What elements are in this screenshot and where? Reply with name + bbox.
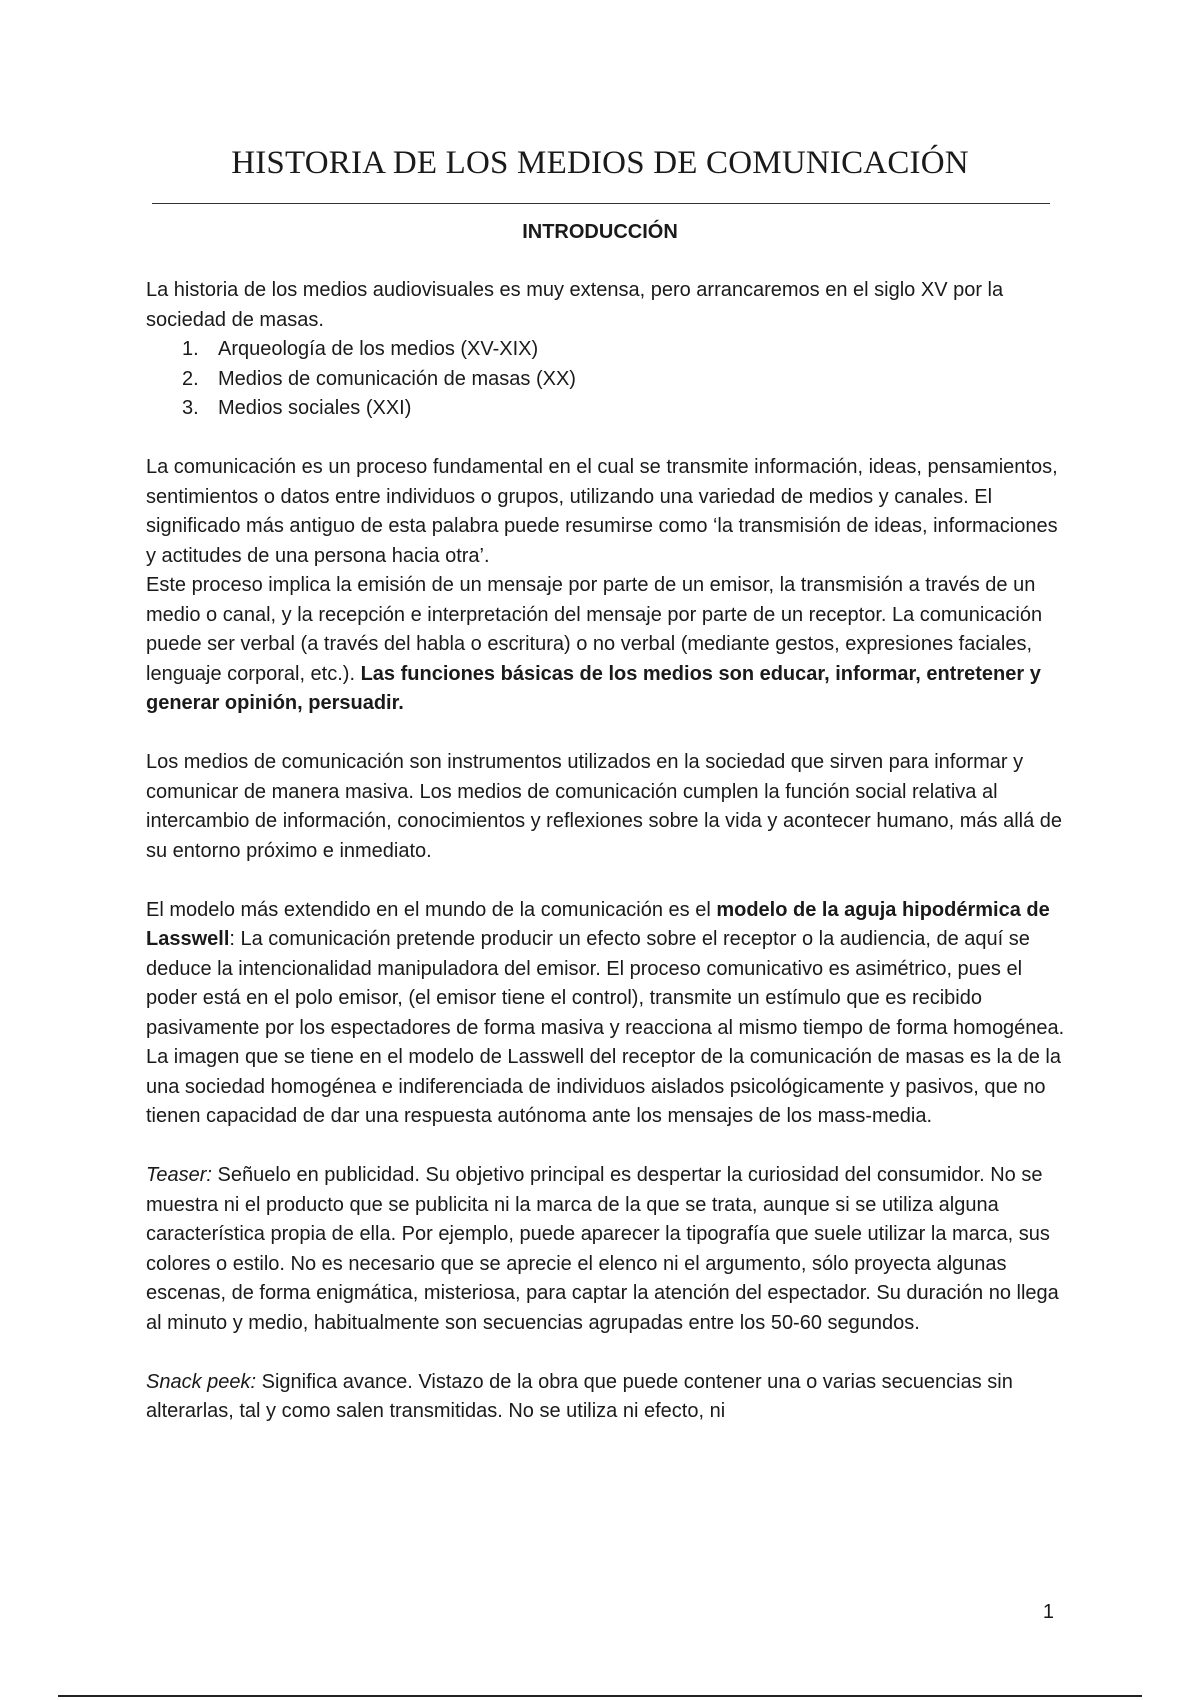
list-item: 2. Medios de comunicación de masas (XX) (182, 367, 576, 390)
bold-functions: Las funciones básicas de los medios son educar, informar, entretener y generar opinión, persuadir. (146, 662, 1041, 714)
paragraph-comunicacion-1: La comunicación es un proceso fundamental en el cual se transmite información, ideas, pensamientos, sentimientos o datos entre individuos o grupos, utilizando una variedad de medios y canales. El significado más antiguo de esta palabra puede resumirse como ‘la transmisión de ideas, informaciones y actitudes de una persona hacia otra’. (146, 456, 1058, 567)
footer-divider (58, 1695, 1142, 1697)
paragraph-imagen: La imagen que se tiene en el modelo de Lasswell del receptor de la comunicación de masas es la de la una sociedad homogénea e indiferenciada de individuos aislados psicológicamente y pasivos, que no tienen capacidad de dar una respuesta autónoma ante los mensajes de los mass-media. (146, 1046, 1061, 1127)
teaser-term: Teaser: (146, 1164, 212, 1186)
document-title: HISTORIA DE LOS MEDIOS DE COMUNICACIÓN (231, 145, 969, 181)
body-text (146, 276, 1066, 1427)
section-heading: INTRODUCCIÓN (522, 221, 678, 243)
list-item: 1. Arqueología de los medios (XV-XIX) (182, 338, 539, 360)
paragraph-modelo: El modelo más extendido en el mundo de la comunicación es el modelo de la aguja hipodérmica de Lasswell: La comunicación pretende producir un efecto sobre el receptor o la audiencia, de aquí se deduce la intencionalidad manipuladora del emisor. El proceso comunicativo es asimétrico, pues el poder está en el polo emisor, (el emisor tiene el control), transmite un estímulo que es recibido pasivamente por los espectadores de forma masiva y reacciona al mismo tiempo de forma homogénea. (146, 898, 1065, 1039)
paragraph-medios: Los medios de comunicación son instrumentos utilizados en la sociedad que sirven para informar y comunicar de manera masiva. Los medios de comunicación cumplen la función social relativa al intercambio de información, conocimientos y reflexiones sobre la vida y acontecer humano, más allá de su entorno próximo e inmediato. (146, 751, 1063, 862)
page-number: 1 (1042, 1601, 1054, 1623)
snack-peek-term: Snack peek: (146, 1370, 257, 1393)
paragraph-snack-peek: Snack peek: Significa avance. Vistazo de la obra que puede contener una o varias secuencias sin alterarlas, tal y como salen transmitidas. No se utiliza ni efecto, ni (146, 1370, 1013, 1422)
paragraph-teaser: Teaser: Señuelo en publicidad. Su objetivo principal es despertar la curiosidad del consumidor. No se muestra ni el producto que se publicita ni la marca de la que se trata, aunque si se utiliza alguna característica propia de ella. Por ejemplo, puede aparecer la tipografía que suele utilizar la marca, sus colores o estilo. No es necesario que se aprecie el elenco ni el argumento, sólo proyecta algunas escenas, de forma enigmática, misteriosa, para captar la atención del espectador. Su duración no llega al minuto y medio, habitualmente son secuencias agrupadas entre los 50-60 segundos. (146, 1164, 1059, 1334)
ordered-list (146, 335, 1066, 424)
paragraph-comunicacion-2: Este proceso implica la emisión de un mensaje por parte de un emisor, la transmisión a través de un medio o canal, y la recepción e interpretación del mensaje por parte de un receptor. La comunicación puede ser verbal (a través del habla o escritura) o no verbal (mediante gestos, expresiones faciales, lenguaje corporal, etc.). Las funciones básicas de los medios son educar, informar, entretener y generar opinión, persuadir. (146, 574, 1043, 714)
bold-lasswell-model: modelo de la aguja hipodérmica de Lasswell (146, 898, 1050, 950)
intro-paragraph: La historia de los medios audiovisuales es muy extensa, pero arrancaremos en el siglo XV por la sociedad de masas. (146, 279, 1004, 331)
list-item: 3. Medios sociales (XXI) (182, 397, 412, 419)
title-divider (152, 203, 1050, 204)
